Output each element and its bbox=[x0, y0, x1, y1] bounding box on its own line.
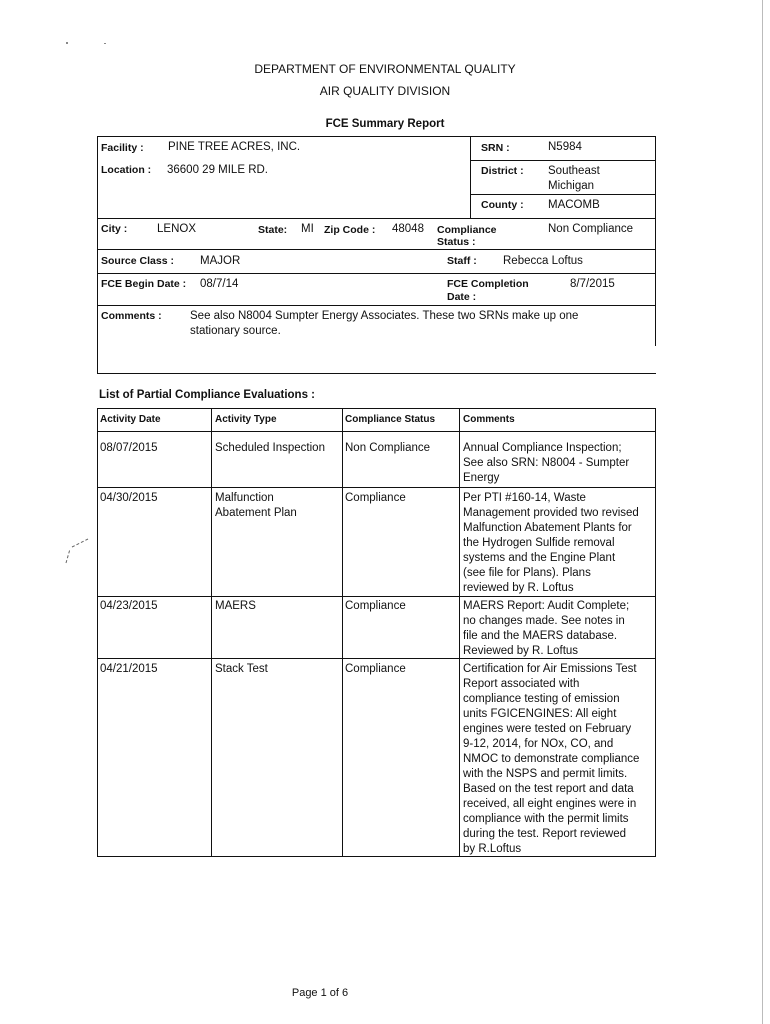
location-value: 36600 29 MILE RD. bbox=[167, 164, 269, 176]
facility-label: Facility : bbox=[101, 142, 144, 154]
row-type-line: Abatement Plan bbox=[215, 507, 297, 519]
row-comment-line: systems and the Engine Plant bbox=[463, 552, 616, 564]
row-comments bbox=[463, 662, 655, 857]
row-comment-line: Reviewed by R. Loftus bbox=[463, 645, 579, 657]
row-comment-line: during the test. Report reviewed bbox=[463, 828, 627, 840]
source-class-value: MAJOR bbox=[200, 255, 241, 267]
row-comment-line: compliance with the permit limits bbox=[463, 813, 629, 825]
row-comment-line: Annual Compliance Inspection; bbox=[463, 442, 622, 454]
row-comment-line: Management provided two revised bbox=[463, 507, 639, 519]
staff-value: Rebecca Loftus bbox=[503, 255, 583, 267]
row-type bbox=[215, 599, 256, 614]
city-label: City : bbox=[101, 223, 128, 235]
fce-completion-label-1: FCE Completion bbox=[447, 278, 529, 290]
pce-section-title: List of Partial Compliance Evaluations : bbox=[99, 389, 315, 401]
row-status: Compliance bbox=[345, 600, 406, 612]
row-type bbox=[215, 491, 297, 521]
district-value-2: Michigan bbox=[548, 180, 595, 192]
col-header-comments: Comments bbox=[463, 414, 515, 425]
row-comment-line: MAERS Report: Audit Complete; bbox=[463, 600, 630, 612]
compliance-status-value: Non Compliance bbox=[548, 223, 634, 235]
row-comment-line: reviewed by R. Loftus bbox=[463, 582, 574, 594]
row-comment-line: file and the MAERS database. bbox=[463, 630, 618, 642]
page-number: Page 1 of 6 bbox=[291, 987, 349, 999]
row-status: Compliance bbox=[345, 663, 406, 675]
zip-label: Zip Code : bbox=[324, 224, 376, 236]
state-value: MI bbox=[301, 223, 314, 235]
srn-label: SRN : bbox=[481, 142, 510, 154]
row-type bbox=[215, 441, 325, 456]
county-label: County : bbox=[481, 199, 524, 211]
row-comments bbox=[463, 491, 655, 596]
row-type-line: MAERS bbox=[215, 600, 256, 612]
comments-label: Comments : bbox=[101, 310, 162, 322]
department-heading: DEPARTMENT OF ENVIRONMENTAL QUALITY bbox=[254, 62, 516, 76]
row-comment-line: compliance testing of emission bbox=[463, 693, 620, 705]
county-value: MACOMB bbox=[548, 199, 600, 211]
compliance-status-label-1: Compliance bbox=[437, 224, 497, 236]
row-comment-line: 9-12, 2014, for NOx, CO, and bbox=[463, 738, 614, 750]
row-comment-line: Per PTI #160-14, Waste bbox=[463, 492, 586, 504]
row-type-line: Scheduled Inspection bbox=[215, 442, 325, 454]
row-comment-line: with the NSPS and permit limits. bbox=[463, 768, 628, 780]
srn-value: N5984 bbox=[548, 141, 582, 153]
city-value: LENOX bbox=[157, 223, 196, 235]
district-label: District : bbox=[481, 165, 524, 177]
row-comment-line: Malfunction Abatement Plants for bbox=[463, 522, 632, 534]
fce-completion-value: 8/7/2015 bbox=[570, 278, 615, 290]
row-comment-line: by R.Loftus bbox=[463, 843, 522, 855]
row-comments bbox=[463, 441, 655, 486]
state-label: State: bbox=[258, 224, 288, 236]
row-comment-line: no changes made. See notes in bbox=[463, 615, 625, 627]
row-date: 04/30/2015 bbox=[100, 492, 158, 504]
fce-begin-label: FCE Begin Date : bbox=[101, 278, 187, 290]
row-comment-line: engines were tested on February bbox=[463, 723, 632, 735]
compliance-status-label-2: Status : bbox=[437, 236, 476, 248]
row-comment-line: (see file for Plans). Plans bbox=[463, 567, 591, 579]
row-comment-line: the Hydrogen Sulfide removal bbox=[463, 537, 615, 549]
row-date: 04/23/2015 bbox=[100, 600, 158, 612]
col-header-compliance-status: Compliance Status bbox=[345, 414, 436, 425]
row-comment-line: units FGICENGINES: All eight bbox=[463, 708, 617, 720]
row-status: Compliance bbox=[345, 492, 406, 504]
row-type-line: Stack Test bbox=[215, 663, 268, 675]
row-type-line: Malfunction bbox=[215, 492, 274, 504]
location-label: Location : bbox=[101, 164, 152, 176]
pen-mark-icon bbox=[62, 535, 92, 565]
row-comment-line: Energy bbox=[463, 472, 500, 484]
row-comment-line: Certification for Air Emissions Test bbox=[463, 663, 637, 675]
col-header-activity-date: Activity Date bbox=[100, 414, 161, 425]
row-date: 08/07/2015 bbox=[100, 442, 158, 454]
report-title: FCE Summary Report bbox=[325, 118, 445, 130]
row-comment-line: received, all eight engines were in bbox=[463, 798, 637, 810]
row-comment-line: See also SRN: N8004 - Sumpter bbox=[463, 457, 630, 469]
staff-label: Staff : bbox=[447, 255, 477, 267]
row-comment-line: NMOC to demonstrate compliance bbox=[463, 753, 640, 765]
facility-value: PINE TREE ACRES, INC. bbox=[168, 141, 301, 153]
row-status: Non Compliance bbox=[345, 442, 431, 454]
fce-begin-value: 08/7/14 bbox=[200, 278, 239, 290]
fce-completion-label-2: Date : bbox=[447, 291, 477, 303]
zip-value: 48048 bbox=[392, 223, 424, 235]
col-header-activity-type: Activity Type bbox=[215, 414, 277, 425]
comments-value-line-2: stationary source. bbox=[190, 325, 281, 337]
row-comments bbox=[463, 599, 655, 659]
division-heading: AIR QUALITY DIVISION bbox=[319, 84, 451, 98]
row-comment-line: Report associated with bbox=[463, 678, 580, 690]
row-type bbox=[215, 662, 268, 677]
comments-value-line-1: See also N8004 Sumpter Energy Associates. These two SRNs make up one bbox=[190, 310, 579, 322]
source-class-label: Source Class : bbox=[101, 255, 174, 267]
district-value-1: Southeast bbox=[548, 165, 600, 177]
row-comment-line: Based on the test report and data bbox=[463, 783, 634, 795]
row-date: 04/21/2015 bbox=[100, 663, 158, 675]
